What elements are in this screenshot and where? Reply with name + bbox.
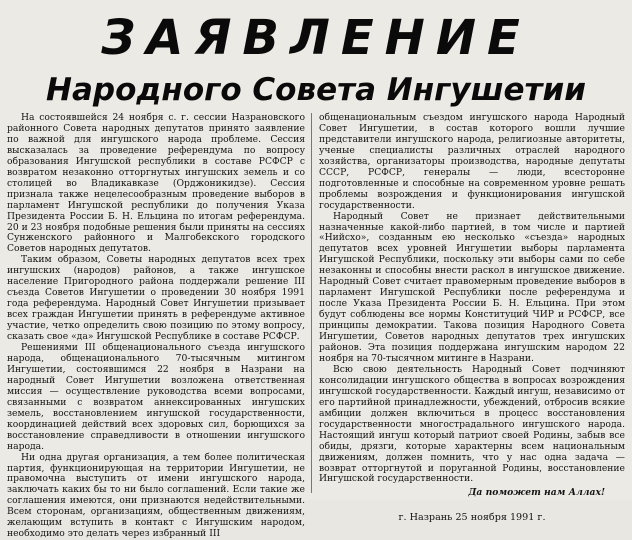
column-divider (311, 113, 312, 493)
statement-subtitle: Народного Совета Ингушетии (46, 72, 586, 108)
right-paragraph-2: Народный Совет не признает действительными назначенные какой-либо партией, в том числе и партией «Нийсхо», созданным ею несколько «съезда» народных депутатов всех уровней Ингушетии выборы парламента Ингушской Республики, поскольку эти выборы сами по себе незаконны и способны внести раскол в ингушское движение. Народный Совет считает правомерным проведение выборов в парламент Ингушской Республики после референдума и после Указа Президента России Б. Н. Ельцина. При этом будут соблюдены все нормы Конституций ЧИР и РСФСР, все принципы демократии. Такова позиция Народного Совета Ингушетии, Советов народных депутатов трех ингушских районов. Эта позиция поддержана ингушским народом 22 ноября на 70-тысячном митинге в Назрани. (319, 210, 625, 364)
right-paragraph-1: общенациональным съездом ингушского народа Народный Совет Ингушетии, в состав которого вошли лучшие представители ингушского народа, религиозные авторитеты, ученые специалисты различных отраслей народного хозяйства, организаторы производства, народные депутаты СССР, РСФСР, генералы — люди, всесторонне подготовленные и способные на современном уровне решать проблемы возрождения и функционирования ингушской государственности. (319, 112, 625, 211)
statement-title: ЗАЯВЛЕНИЕ (101, 10, 531, 66)
left-paragraph-1: На состоявшейся 24 ноября с. г. сессии Назрановского районного Совета народных депутатов принято заявление по важной для ингушского народа проблеме. Сессия высказалась за проведение референдума по вопросу образования Ингушской республики в составе РСФСР с возвратом незаконно отторгнутых ингушских земель и со столицей во Владикавказе (Орджоникидзе). Сессия признала также нецелесообразным проведение выборов в парламент Ингушской республики до получения Указа Президента России Б. Н. Ельцина по итогам референдума. 20 и 23 ноября подобные решения были приняты на сессиях Сунженского районного и Малгобекского городского Советов народных депутатов. (7, 112, 305, 255)
signature-line: г. Назрань 25 ноября 1991 г. (398, 512, 546, 524)
right-paragraph-3: Всю свою деятельность Народный Совет подчиняют консолидации ингушского общества в вопросах возрождения ингушской государственности. Каждый ингуш, независимо от его партийной принадлежности, убеждений, отбросив всякие амбиции должен включиться в процесс восстановления государственности многострадального ингушского народа. Настоящий ингуш который патриот своей Родины, забыв все обиды, дрязги, которые характерны всем национальным движениям, должен помнить, что у нас одна задача — возврат отторгнутой и поруганной Родины, восстановление Ингушской государственности. (319, 363, 625, 485)
left-paragraph-4: Ни одна другая организация, а тем более политическая партия, функционирующая на территории Ингушетии, не правомочна выступить от имени ингушского народа, заключать каких бы то ни было соглашений. Если такие же соглашения имеются, они признаются недействительными. Всем сторонам, организациям, общественным движениям, желающим вступить в контакт с Ингушским народом, необходимо это делать через избранный III (7, 451, 305, 540)
closing-line: Да поможет нам Аллах! (468, 487, 605, 499)
right-column (319, 112, 625, 524)
left-paragraph-2: Таким образом, Советы народных депутатов всех трех ингушских (народов) районов, а также ингушское население Пригородного района поддержали решение III съезда Советов Ингушетии о проведении 30 ноября 1991 года референдума. Народный Совет Ингушетии призывает всех граждан Ингушетии принять в референдуме активное участие, четко определить свою позицию по этому вопросу, сказать свое «да» Ингушской Республике в составе РСФСР. (7, 254, 305, 343)
left-paragraph-3: Решениями III общенационального съезда ингушского народа, общенационального 70-тысячным митингом Ингушетии, состоявшимся 22 ноября в Назрани на народный Совет Ингушетии возложена ответственная миссия — осуществление руководства всеми вопросами, связанными с возвратом аннексированных ингушских земель, восстановлением ингушской государственности, координацией действий всех здоровых сил, борющихся за восстановление справедливости в отношении ингушского народа. (7, 342, 305, 452)
left-column (7, 112, 305, 540)
